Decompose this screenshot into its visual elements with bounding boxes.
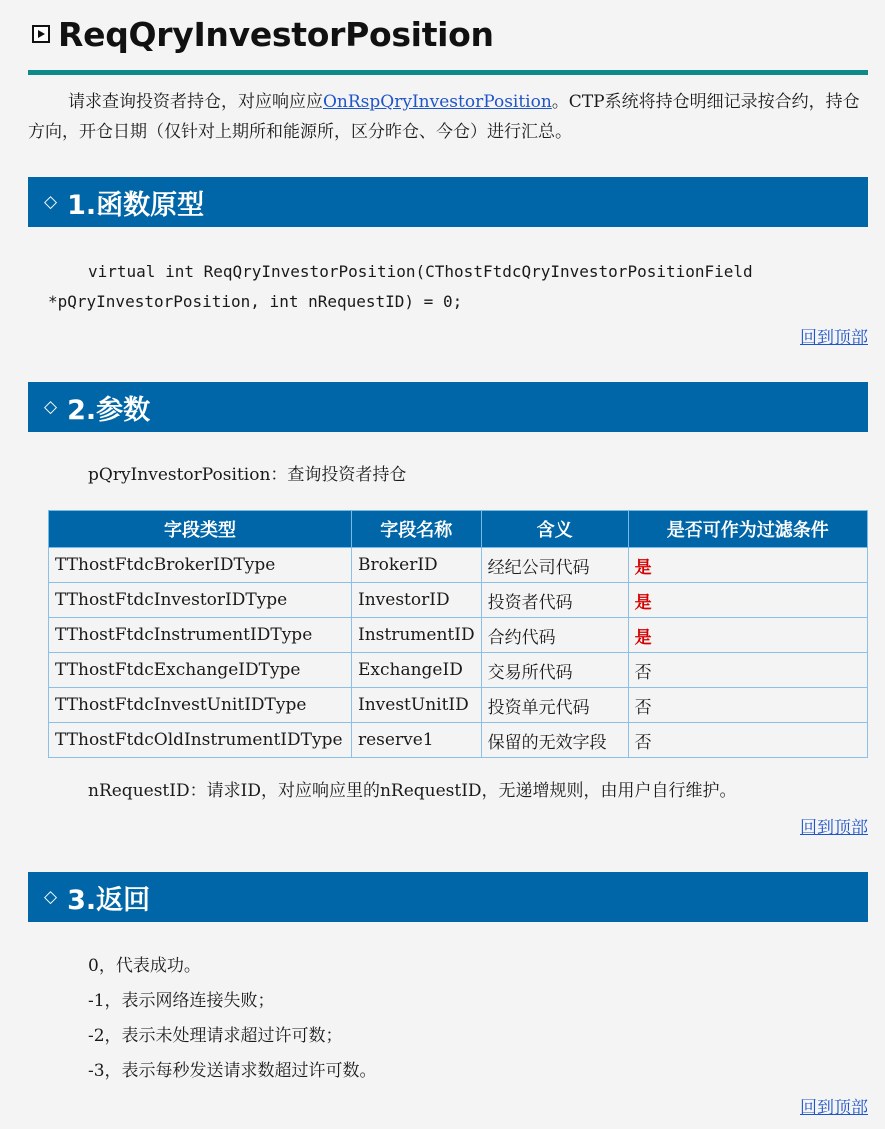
function-prototype xyxy=(48,257,828,317)
return-values xyxy=(88,949,377,1089)
cell-filterable: 是 xyxy=(628,583,867,618)
cell-filterable: 否 xyxy=(628,653,867,688)
column-header: 含义 xyxy=(481,511,628,548)
code-line: virtual int ReqQryInvestorPosition(CThostFtdcQryInvestorPositionField xyxy=(88,262,753,281)
cell-name: InvestorID xyxy=(352,583,482,618)
cell-filterable: 否 xyxy=(628,723,867,758)
cell-type: TThostFtdcInvestorIDType xyxy=(49,583,352,618)
table-row xyxy=(49,618,868,653)
cell-meaning: 投资者代码 xyxy=(481,583,628,618)
intro-text-end: 。CTP系统将持仓明细记录按合约，持仓方向，开仓日期（仅针对上期所和能源所，区分昨仓、今仓）进行汇总。 xyxy=(28,92,860,142)
table-row xyxy=(49,548,868,583)
code-line: *pQryInvestorPosition, int nRequestID) = 0; xyxy=(48,292,463,311)
cell-name: reserve1 xyxy=(352,723,482,758)
cell-filterable: 是 xyxy=(628,548,867,583)
cell-name: ExchangeID xyxy=(352,653,482,688)
table-row xyxy=(49,583,868,618)
cell-filterable: 是 xyxy=(628,618,867,653)
section-header-params xyxy=(28,382,868,432)
return-line: -2，表示未处理请求超过许可数； xyxy=(88,1026,343,1046)
section-header-returns xyxy=(28,872,868,922)
request-id-description: nRequestID：请求ID，对应响应里的nRequestID，无递增规则，由用户自行维护。 xyxy=(88,781,737,801)
cell-type: TThostFtdcBrokerIDType xyxy=(49,548,352,583)
cell-type: TThostFtdcOldInstrumentIDType xyxy=(49,723,352,758)
diamond-icon: ◇ xyxy=(44,887,58,907)
table-header-row xyxy=(49,511,868,548)
section-title: 3.返回 xyxy=(67,884,151,916)
back-to-top-link[interactable]: 回到顶部 xyxy=(800,1098,868,1118)
return-line: -3，表示每秒发送请求数超过许可数。 xyxy=(88,1061,377,1081)
cell-meaning: 合约代码 xyxy=(481,618,628,653)
page-title: ReqQryInvestorPosition xyxy=(58,14,494,54)
table-row xyxy=(49,688,868,723)
table-row xyxy=(49,723,868,758)
cell-name: BrokerID xyxy=(352,548,482,583)
cell-meaning: 交易所代码 xyxy=(481,653,628,688)
cell-type: TThostFtdcExchangeIDType xyxy=(49,653,352,688)
expand-toggle-icon[interactable] xyxy=(32,25,50,43)
section-title: 2.参数 xyxy=(67,394,151,426)
diamond-icon: ◇ xyxy=(44,192,58,212)
column-header: 字段类型 xyxy=(49,511,352,548)
cell-type: TThostFtdcInvestUnitIDType xyxy=(49,688,352,723)
table-row xyxy=(49,653,868,688)
onrsp-link[interactable]: OnRspQryInvestorPosition xyxy=(323,92,552,112)
cell-meaning: 投资单元代码 xyxy=(481,688,628,723)
section-header-prototype xyxy=(28,177,868,227)
page-title-row xyxy=(32,12,494,56)
title-divider xyxy=(28,70,868,75)
back-to-top-link[interactable]: 回到顶部 xyxy=(800,818,868,838)
back-to-top-link[interactable]: 回到顶部 xyxy=(800,328,868,348)
cell-name: InvestUnitID xyxy=(352,688,482,723)
column-header: 是否可作为过滤条件 xyxy=(628,511,867,548)
cell-filterable: 否 xyxy=(628,688,867,723)
cell-meaning: 经纪公司代码 xyxy=(481,548,628,583)
intro-text-start: 请求查询投资者持仓，对应响应应 xyxy=(68,92,323,112)
section-title: 1.函数原型 xyxy=(67,189,205,221)
return-line: -1，表示网络连接失败； xyxy=(88,991,275,1011)
fields-table xyxy=(48,510,868,758)
diamond-icon: ◇ xyxy=(44,397,58,417)
cell-type: TThostFtdcInstrumentIDType xyxy=(49,618,352,653)
return-line: 0，代表成功。 xyxy=(88,956,201,976)
param-description: pQryInvestorPosition：查询投资者持仓 xyxy=(88,465,407,485)
column-header: 字段名称 xyxy=(352,511,482,548)
intro-paragraph xyxy=(28,87,868,147)
cell-name: InstrumentID xyxy=(352,618,482,653)
cell-meaning: 保留的无效字段 xyxy=(481,723,628,758)
